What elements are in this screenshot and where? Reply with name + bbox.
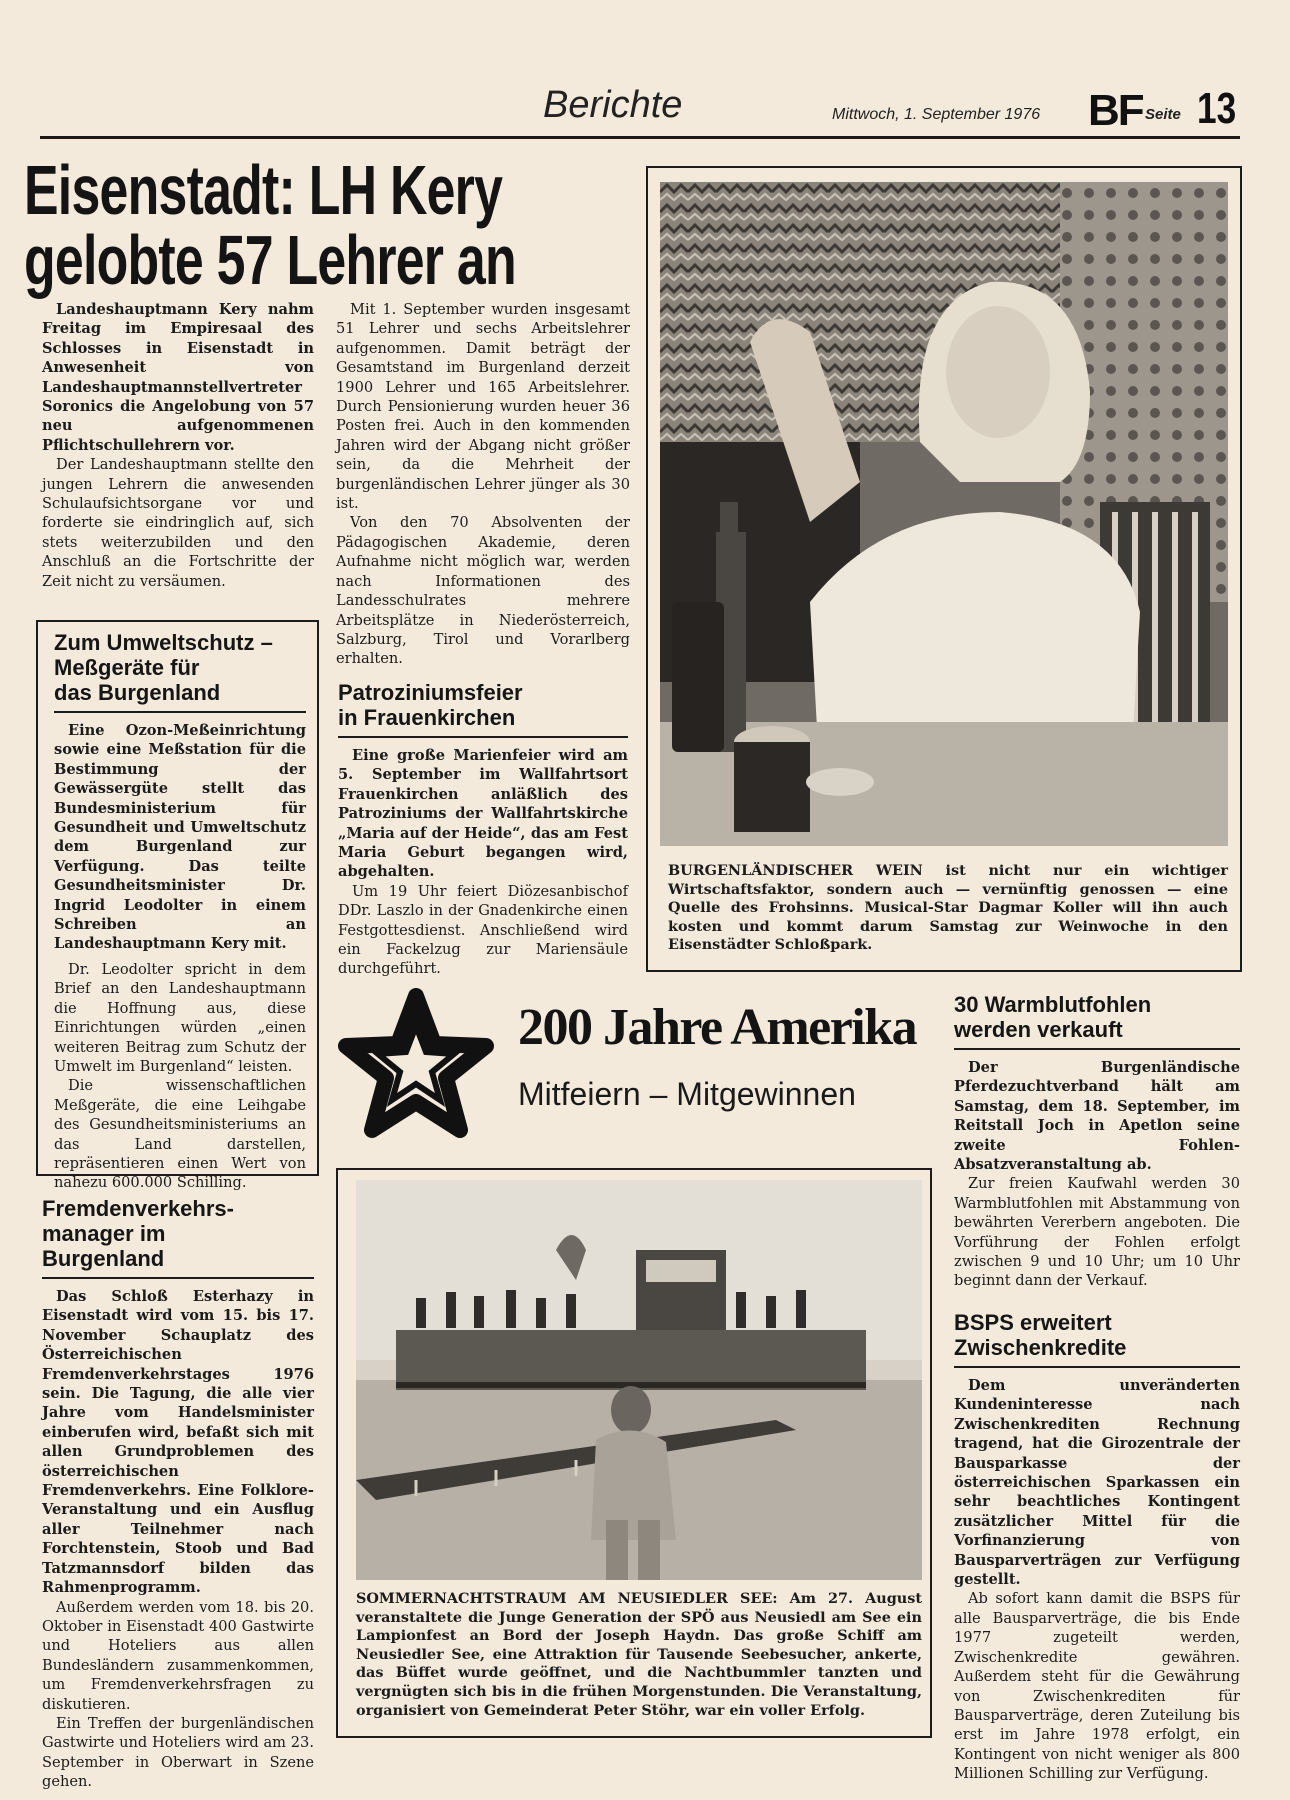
lead-column-2 [336,300,630,669]
fohlen-headline-2: werden verkauft [954,1017,1123,1042]
sommer-caption: SOMMERNACHTSTRAUM AM NEUSIEDLER SEE: Am 27. August veranstaltete die Junge Generation der SPÖ aus Neusiedl am See ein Lampionfest an Bord der Joseph Haydn. Das große Schiff am Neusiedler See, eine Attraktion für Tausende Seebesucher, ankerte, das Büffet wurde geöffnet, und die Nachtbummler tanzten und vergnügten sich bis in die frühen Morgenstunden. Die Veranstaltung, organisiert von Gemeinderat Peter Stöhr, war ein voller Erfolg. [356,1590,922,1719]
umwelt-headline-1: Zum Umweltschutz – [54,630,273,655]
fremden-headline-3: Burgenland [42,1246,165,1271]
page-number: 13 [1197,84,1237,133]
patro-headline-2: in Frauenkirchen [338,705,516,730]
issue-date: Mittwoch, 1. September 1976 [832,106,1041,123]
fremden-headline-1: Fremdenverkehrs- [42,1196,234,1221]
fremden-headline-2: manager im [42,1221,166,1246]
header-rule [40,136,1240,139]
umwelt-headline-2: Meßgeräte für [54,655,200,680]
bsps-headline-1: BSPS erweitert [954,1310,1112,1335]
wein-photo [660,182,1228,846]
patro-paragraph-2: Um 19 Uhr feiert Diözesanbischof DDr. Laszlo in der Gnadenkirche einen Festgottesdienst. Anschließend wird ein Fackelzug zur Mariensäule durchgeführt. [338,882,628,978]
umwelt-paragraph-2: Dr. Leodolter spricht in dem Brief an den Landeshauptmann die Hoffnung aus, diese Einrichtungen würden „einen weiteren Beitrag zum Schutz der Umwelt im Burgenland“ leisten. [54,960,306,1075]
bsps-article [954,1310,1240,1784]
wein-photo-svg [660,182,1228,846]
seite-label: Seite [1145,106,1181,123]
lead-column-1 [42,300,314,591]
umwelt-paragraph-1: Eine Ozon-Meßeinrichtung sowie eine Meßstation für die Bestimmung der Gewässergüte stellt das Bundesministerium für Gesundheit und Umweltschutz dem Burgenland zur Verfügung. Das teilte Gesundheitsminister Dr. Ingrid Leodolter in einem Schreiben an Landeshauptmann Kery mit. [54,722,306,953]
fohlen-paragraph-2: Zur freien Kaufwahl werden 30 Warmblutfohlen mit Abstammung von bewährten Vererbern angeboten. Die Vorführung der Fohlen erfolgt zwischen 9 und 10 Uhr; um 10 Uhr beginnt dann der Verkauf. [954,1175,1240,1290]
fremden-article [42,1196,314,1792]
wein-caption: BURGENLÄNDISCHER WEIN ist nicht nur ein wichtiger Wirtschaftsfaktor, sondern auch — vernünftig genossen — eine Quelle des Frohsinns. Musical-Star Dagmar Koller will ihn auch kosten und kommt darum Samstag zur Weinwoche in den Eisenstädter Schloßpark. [668,862,1228,954]
amerika-title: 200 Jahre Amerika [518,999,917,1056]
lead-paragraph-4: Von den 70 Absolventen der Pädagogischen Akademie, deren Aufnahme nicht möglich war, werden nach Informationen des Landesschulrates mehrere Arbeitsplätze in Niederösterreich, Salzburg, Tirol und Vorarlberg erhalten. [336,514,630,668]
fremden-paragraph-1: Das Schloß Esterhazy in Eisenstadt wird vom 15. bis 17. November Schauplatz des Österreichischen Fremdenverkehrstages 1976 sein. Die Tagung, die alle vier Jahre vom Handelsminister einberufen wird, befaßt sich mit allen Grundproblemen des österreichischen Fremdenverkehrs. Eine Folklore-Veranstaltung und ein Ausflug aller Teilnehmer nach Forchtenstein, Stoob und Bad Tatzmannsdorf bilden das Rahmenprogramm. [42,1288,314,1597]
bsps-paragraph-2: Ab sofort kann damit die BSPS für alle Bausparverträge, die bis Ende 1977 zugeteilt werden, Zwischenkredite gewähren. Außerdem steht für die Gewährung von Zwischenkrediten für Bausparverträge, deren Zuteilung bis erst im Jahre 1978 erfolgt, ein Kontingent von nicht weniger als 800 Millionen Schilling zur Verfügung. [954,1590,1240,1783]
bsps-paragraph-1: Dem unveränderten Kundeninteresse nach Zwischenkrediten Rechnung tragend, hat die Girozentrale der Bausparkasse der österreichischen Sparkassen ein sehr beachtliches Kontingent zusätzlicher Mittel für die Vorfinanzierung von Bausparverträgen zur Verfügung gestellt. [954,1377,1240,1589]
lead-paragraph-3: Mit 1. September wurden insgesamt 51 Lehrer und sechs Arbeitslehrer aufgenommen. Damit beträgt der Gesamtstand im Burgenland derzeit 1900 Lehrer und 165 Arbeitslehrer. Durch Pensionierung wurden heuer 36 Posten frei. Auch in den kommenden Jahren wird der Abgang nicht größer sein, da die Mehrheit der burgenländischen Lehrer jünger als 30 ist. [336,301,630,513]
umwelt-paragraph-3: Die wissenschaftlichen Meßgeräte, die eine Leihgabe des Gesundheitsministeriums an das Land darstellen, repräsentieren einen Wert von nahezu 600.000 Schilling. [54,1077,306,1192]
patro-article [338,680,628,979]
umwelt-headline-3: das Burgenland [54,680,221,705]
lead-paragraph-1: Landeshauptmann Kery nahm Freitag im Empiresaal des Schlosses in Eisenstadt in Anwesenheit von Landeshauptmannstellvertreter Soronics die Angelobung von 57 neu aufgenommenen Pflichtschullehrern vor. [42,301,314,454]
fremden-paragraph-3: Ein Treffen der burgenländischen Gastwirte und Hoteliers wird am 23. September in Oberwart in Szene gehen. [42,1714,314,1791]
section-title: Berichte [543,84,683,126]
bicentennial-star-icon [336,986,496,1146]
lead-headline-line1: Eisenstadt: LH Kery [24,151,503,229]
patro-rule [338,736,628,738]
patro-paragraph-1: Eine große Marienfeier wird am 5. September im Wallfahrtsort Frauenkirchen anläßlich des Patroziniums der Wallfahrtskirche „Maria auf der Heide“, das am Fest Maria Geburt begangen wird, abgehalten. [338,747,628,881]
bsps-rule [954,1366,1240,1368]
sommer-photo-svg [356,1180,922,1580]
patro-headline-1: Patroziniumsfeier [338,680,523,705]
amerika-subtitle: Mitfeiern – Mitgewinnen [518,1076,856,1112]
fremden-rule [42,1277,314,1279]
fohlen-headline-1: 30 Warmblutfohlen [954,992,1152,1017]
newspaper-logo: BF [1088,86,1143,135]
umwelt-article [54,630,306,1193]
fohlen-article [954,992,1240,1291]
sommer-photo [356,1180,922,1580]
lead-paragraph-2: Der Landeshauptmann stellte den jungen Lehrern die anwesenden Schulaufsichtsorgane vor und forderte sie eindringlich auf, sich stets weiterzubilden und den Anschluß an die Fortschritte der Zeit nicht zu versäumen. [42,456,314,590]
fremden-paragraph-2: Außerdem werden vom 18. bis 20. Oktober in Eisenstadt 400 Gastwirte und Hoteliers aus allen Bundesländern zusammenkommen, um Fremdenverkehrsfragen zu diskutieren. [42,1598,314,1713]
bsps-headline-2: Zwischenkredite [954,1335,1127,1360]
lead-headline-line2: gelobte 57 Lehrer an [24,221,516,299]
fohlen-rule [954,1048,1240,1050]
fohlen-paragraph-1: Der Burgenländische Pferdezuchtverband hält am Samstag, dem 18. September, im Reitstall Joch in Apetlon seine zweite Fohlen-Absatzveranstaltung ab. [954,1059,1240,1174]
umwelt-rule [54,711,306,713]
amerika-ad [336,986,936,1156]
